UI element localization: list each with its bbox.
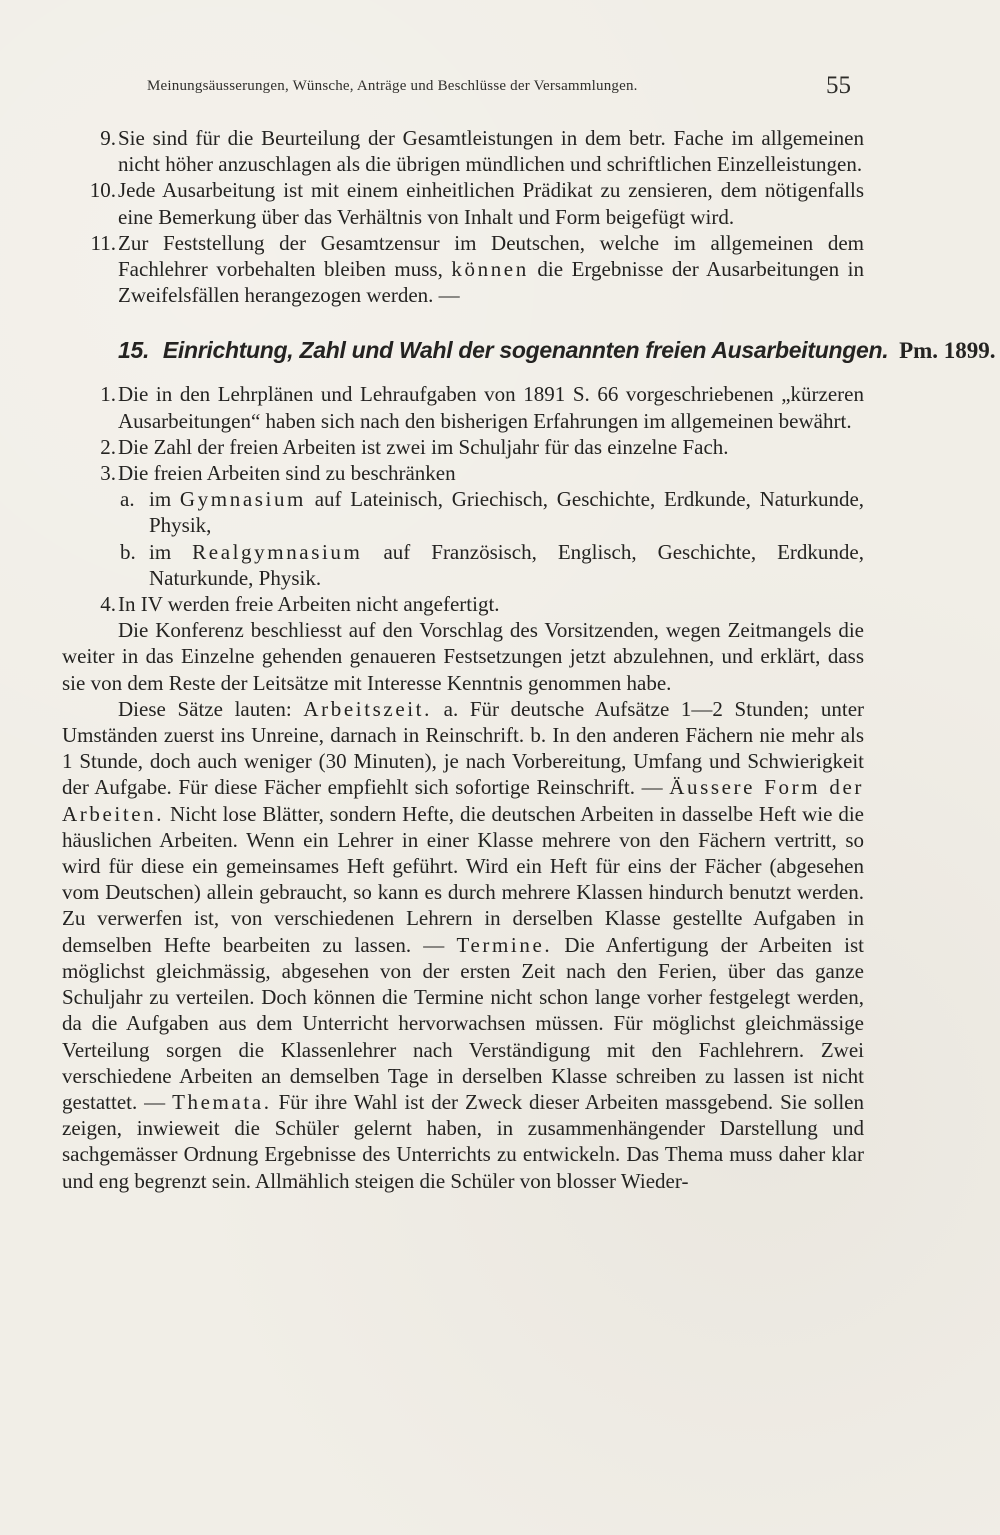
paragraph-saetze-text-3: Die Anfertigung der Arbeiten ist möglichst gleichmässig, abgesehen von der ersten Zeit nach den Ferien, über das ganze Schuljahr zu verteilen. Doch können die Termine nicht schon lange vorher festgelegt werden, da die Aufgaben aus dem Unterricht hervorwachsen müssen. Für möglichst gleichmässige Verteilung sorgen die Klassenlehrer nach Verständigung mit den Fachlehrern. Zwei verschiedene Arbeiten an demselben Tage in derselben Klasse schreiben zu lassen ist nicht gestattet. — bbox=[62, 932, 864, 1114]
paragraph-konferenz: Die Konferenz beschliesst auf den Vorschlag des Vorsitzenden, wegen Zeitmangels die weiter in das Einzelne gehenden genaueren Festsetzungen jetzt abzulehnen, und erklärt, dass sie von dem Reste der Leitsätze mit Interesse Kenntnis genommen habe. bbox=[62, 618, 864, 695]
item-number-1: 1. bbox=[100, 382, 116, 407]
list-item-2 bbox=[62, 434, 864, 460]
sub-list-3 bbox=[118, 486, 864, 591]
item-text-10: Jede Ausarbeitung ist mit einem einheitlichen Prädikat zu zensieren, dem nötigenfalls eine Bemerkung über das Verhältnis von Inhalt und Form beigefügt wird. bbox=[118, 178, 864, 229]
paragraph-saetze-text-2: Nicht lose Blätter, sondern Hefte, die deutschen Arbeiten in dasselbe Heft wie die häuslichen Arbeiten. Wenn ein Lehrer in einer Klasse mehrere von den Fächern vertritt, so wird für diese ein gemeinsames Heft geführt. Wird ein Heft für eins der Fächer (abgesehen vom Deutschen) allein gebraucht, so kann es durch mehrere Klassen hindurch benutzt werden. Zu verwerfen ist, von verschiedenen Lehrern in derselben Klasse gestellte Aufgaben in demselben Hefte bearbeiten zu lassen. — bbox=[62, 801, 865, 957]
sub-item-letter-a: a. bbox=[120, 487, 135, 512]
running-header: Meinungsäusserungen, Wünsche, Anträge und Beschlüsse der Versammlungen. bbox=[147, 78, 638, 94]
section-heading-15 bbox=[62, 336, 996, 365]
paragraph-saetze-intro: Diese Sätze lauten: bbox=[118, 696, 292, 721]
spaced-heading-arbeitszeit: Arbeitszeit. bbox=[303, 696, 432, 721]
spaced-heading-aeussere-form: Äussere Form der Arbeiten. bbox=[62, 775, 864, 826]
item-text-2: Die Zahl der freien Arbeiten ist zwei im Schuljahr für das einzelne Fach. bbox=[118, 434, 729, 459]
item-number-11: 11. bbox=[90, 230, 116, 255]
item-number-3: 3. bbox=[100, 461, 116, 486]
item-number-10: 10. bbox=[89, 178, 116, 203]
paragraph-saetze bbox=[62, 696, 864, 1194]
paragraph-saetze-text-4: Für ihre Wahl ist der Zweck dieser Arbeiten massgebend. Sie sollen zeigen, inwieweit die Schüler gelernt haben, in zusammenhängender Darstellung und sachgemässer Ordnung Ergebnisse des Unterrichts zu entwickeln. Das Thema muss daher klar und eng begrenzt sein. Allmählich steigen die Schüler von blosser Wieder- bbox=[62, 1089, 865, 1193]
page-body bbox=[62, 125, 996, 1194]
list-item-3 bbox=[62, 460, 864, 486]
item-text-3: Die freien Arbeiten sind zu beschränken bbox=[118, 461, 456, 486]
list-item-10 bbox=[62, 177, 864, 229]
sub-item-letter-b: b. bbox=[120, 539, 136, 564]
item-text-9: Sie sind für die Beurteilung der Gesamtleistungen in dem betr. Fache im allgemeinen nicht höher anzuschlagen als die übrigen mündlichen und schriftlichen Einzelleistungen. bbox=[118, 126, 864, 177]
item-text-4: In IV werden freie Arbeiten nicht angefertigt. bbox=[118, 592, 500, 617]
spaced-heading-themata: Themata. bbox=[172, 1089, 272, 1114]
paragraph-saetze-text-1: a. Für deutsche Aufsätze 1—2 Stunden; unter Umständen zuerst ins Unreine, darnach in Reinschrift. b. In den anderen Fächern nie mehr als 1 Stunde, doch auch weniger (30 Minuten), je nach Vorbereitung, Umfang und Schwierigkeit der Aufgabe. Für diese Fächer empfiehlt sich sofortige Reinschrift. — bbox=[62, 696, 865, 800]
sub-item-prefix-b: im bbox=[149, 539, 172, 564]
sub-item-a bbox=[118, 486, 864, 538]
spaced-word-gymnasium: Gymnasium bbox=[179, 487, 306, 512]
item-number-4: 4. bbox=[100, 592, 116, 617]
spaced-heading-termine: Termine. bbox=[456, 932, 553, 957]
section-source: Pm. 1899. bbox=[899, 338, 996, 364]
list-item-4 bbox=[62, 591, 864, 617]
section-number: 15. bbox=[118, 337, 150, 364]
page-number: 55 bbox=[826, 72, 851, 99]
section-title: Einrichtung, Zahl und Wahl der sogenannten freien Ausarbeitungen. bbox=[162, 337, 889, 364]
item-number-2: 2. bbox=[100, 434, 116, 459]
spaced-word-koennen: können bbox=[451, 257, 529, 282]
list-item-9 bbox=[62, 125, 864, 177]
list-item-1 bbox=[62, 381, 864, 433]
sub-item-b bbox=[118, 539, 864, 591]
item-text-11-after: die Ergebnisse der Ausarbeitungen in Zweifelsfällen herangezogen werden. — bbox=[118, 257, 865, 308]
item-text-11-before: Zur Feststellung der Gesamtzensur im Deutschen, welche im allgemeinen dem Fachlehrer vorbehalten bleiben muss, bbox=[118, 230, 864, 282]
sub-item-text-a: auf Lateinisch, Griechisch, Geschichte, Erdkunde, Naturkunde, Physik, bbox=[149, 487, 865, 538]
sub-item-prefix-a: im bbox=[149, 487, 172, 512]
item-text-1: Die in den Lehrplänen und Lehraufgaben von 1891 S. 66 vorgeschriebenen „kürzeren Ausarbeitungen“ haben sich nach den bisherigen Erfahrungen im allgemeinen bewährt. bbox=[118, 382, 864, 433]
sub-item-text-b: auf Französisch, Englisch, Geschichte, Erdkunde, Naturkunde, Physik. bbox=[149, 539, 864, 590]
spaced-word-realgymnasium: Realgymnasium bbox=[192, 539, 363, 564]
list-item-11 bbox=[62, 230, 864, 309]
item-number-9: 9. bbox=[100, 126, 116, 150]
